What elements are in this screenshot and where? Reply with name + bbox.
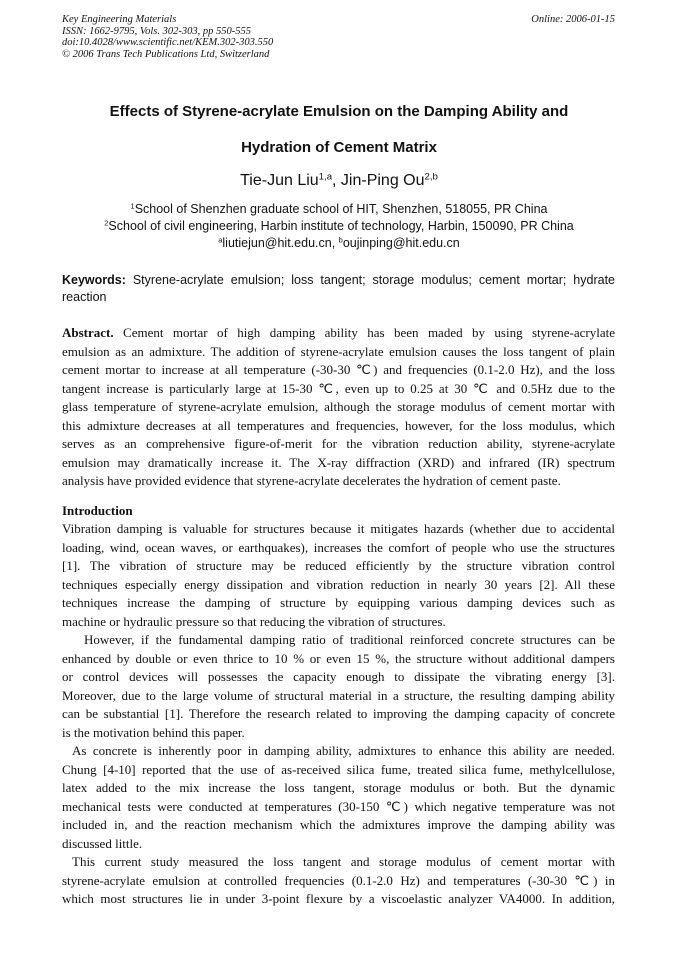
keywords-text: Styrene-acrylate emulsion; loss tangent; storage modulus; cement mortar; hydrate reaction <box>62 273 615 304</box>
emails <box>0 236 678 250</box>
issn: ISSN: 1662-9795, Vols. 302-303, pp 550-555 <box>62 25 251 37</box>
abstract-line: cement mortar to increase at all temperature (-30-30 ℃) and frequencies (0.1-2.0 Hz), and the loss <box>62 362 615 377</box>
paragraph-line: styrene-acrylate emulsion at controlled frequencies (0.1-2.0 Hz) and temperatures (-30-30 ℃) in <box>62 872 615 888</box>
abstract-line-text: Cement mortar of high damping ability has been maded by using styrene-acrylate <box>113 325 615 340</box>
paragraph-line: However, if the fundamental damping ratio of traditional reinforced concrete structures can be <box>84 632 615 647</box>
paragraph-line: As concrete is inherently poor in damping ability, admixtures to enhance this ability are needed. <box>72 743 615 758</box>
paragraph-line: This current study measured the loss tangent and storage modulus of cement mortar with <box>72 854 615 869</box>
abstract-line <box>62 324 615 343</box>
abstract-line: this admixture decreases at all temperatures and frequencies, however, for the loss modulus, which <box>62 417 615 433</box>
email-b[interactable]: oujinping@hit.edu.cn <box>342 236 460 250</box>
abstract-line: glass temperature of styrene-acrylate emulsion, although the storage modulus of cement mortar with <box>62 399 615 414</box>
email-a[interactable]: liutiejun@hit.edu.cn, <box>222 236 339 250</box>
copyright: © 2006 Trans Tech Publications Ltd, Switzerland <box>62 48 270 60</box>
affiliation-2 <box>0 219 678 233</box>
introduction-heading: Introduction <box>62 503 133 518</box>
author-1: Tie-Jun Liu <box>240 172 319 189</box>
author-sep: , <box>332 172 341 189</box>
paragraph-line: loading, wind, ocean waves, or earthquakes), increases the comfort of people who use the structures <box>62 539 615 555</box>
doi: doi:10.4028/www.scientific.net/KEM.302-303.550 <box>62 37 274 48</box>
paragraph-line: can be substantial [1]. Therefore the research related to improving the damping capacity of concrete <box>62 706 615 721</box>
online-date: Online: 2006-01-15 <box>531 14 615 25</box>
title-line-1: Effects of Styrene-acrylate Emulsion on the Damping Ability and <box>109 103 569 120</box>
title-line-2: Hydration of Cement Matrix <box>241 139 437 156</box>
journal-name: Key Engineering Materials <box>62 14 177 25</box>
paragraph-line: techniques especially energy dissipation and vibration reduction in nearly 30 years [2]. All these <box>62 576 615 592</box>
paragraph-line: latex added to the mix increase the loss tangent, storage modulus or both. But the dynamic <box>62 780 615 795</box>
paragraph-line: included in, and the reaction mechanism which the admixtures improve the damping ability was <box>62 817 615 832</box>
aff1-sup: 1 <box>130 201 135 211</box>
paragraph-line: machine or hydraulic pressure so that reducing the vibration of structures. <box>62 613 446 629</box>
paragraph-line: discussed little. <box>62 835 143 851</box>
paragraph-line: enhanced by double or even thrice to 10 % or even 15 %, the structure without additional dampers <box>62 650 615 666</box>
paragraph-line: which most structures lie in under 3-point flexure by a viscoelastic analyzer VA4000. In addition, <box>62 891 615 906</box>
author-2: Jin-Ping Ou <box>340 172 425 189</box>
page-header <box>62 14 615 60</box>
email-a-sup: a <box>218 235 223 245</box>
abstract-line: emulsion may dramatically increase it. The X-ray diffraction (XRD) and infrared (IR) spectrum <box>62 454 615 470</box>
paragraph-line: Chung [4-10] reported that the use of as-received silica fume, treated silica fume, methylcellulose, <box>62 761 615 777</box>
aff1-text: School of Shenzhen graduate school of HIT, Shenzhen, 518055, PR China <box>134 202 548 216</box>
abstract-line: emulsion as an admixture. The addition of styrene-acrylate emulsion causes the loss tangent of plain <box>62 343 615 359</box>
abstract-line: tangent increase is particularly large at 15-30 ℃, even up to 0.25 at 30 ℃ and 0.5Hz due to the <box>62 380 615 396</box>
introduction-heading-wrap <box>62 502 615 521</box>
abstract <box>62 324 615 491</box>
paragraph-line: techniques increase the damping of structure by equipping various damping devices such as <box>62 595 615 610</box>
abstract-label: Abstract. <box>62 325 114 340</box>
aff2-sup: 2 <box>104 218 109 228</box>
abstract-line: serves as an comprehensive figure-of-merit for the vibration reduction ability, styrene-acrylate <box>62 436 615 451</box>
affiliation-1 <box>0 202 678 216</box>
keywords-label: Keywords: <box>62 273 126 287</box>
paragraph-line: Vibration damping is valuable for structures because it mitigates hazards (whether due to accidental <box>62 521 615 536</box>
paragraph-line: is the motivation behind this paper. <box>62 724 245 740</box>
paragraph-line: mechanical tests were conducted at temperatures (30-150 ℃) which negative temperature was not <box>62 798 615 814</box>
paragraph-line: Moreover, due to the large volume of structural material in a structure, the resulting damping ability <box>62 687 615 703</box>
abstract-line: analysis have provided evidence that styrene-acrylate decelerates the hydration of cement paste. <box>62 473 561 488</box>
paragraph-line: or control devices will possesses the capacity enough to dissipate the vibrating energy [3]. <box>62 669 615 684</box>
author-1-sup: 1,a <box>318 171 333 183</box>
email-b-sup: b <box>338 235 343 245</box>
paragraph-line: [1]. The vibration of structure may be reduced efficiently by the structure vibration control <box>62 558 615 573</box>
introduction-body <box>62 520 615 909</box>
aff2-text: School of civil engineering, Harbin institute of technology, Harbin, 150090, PR China <box>108 219 574 233</box>
authors <box>0 172 678 190</box>
keywords <box>62 272 615 306</box>
author-2-sup: 2,b <box>424 171 438 183</box>
